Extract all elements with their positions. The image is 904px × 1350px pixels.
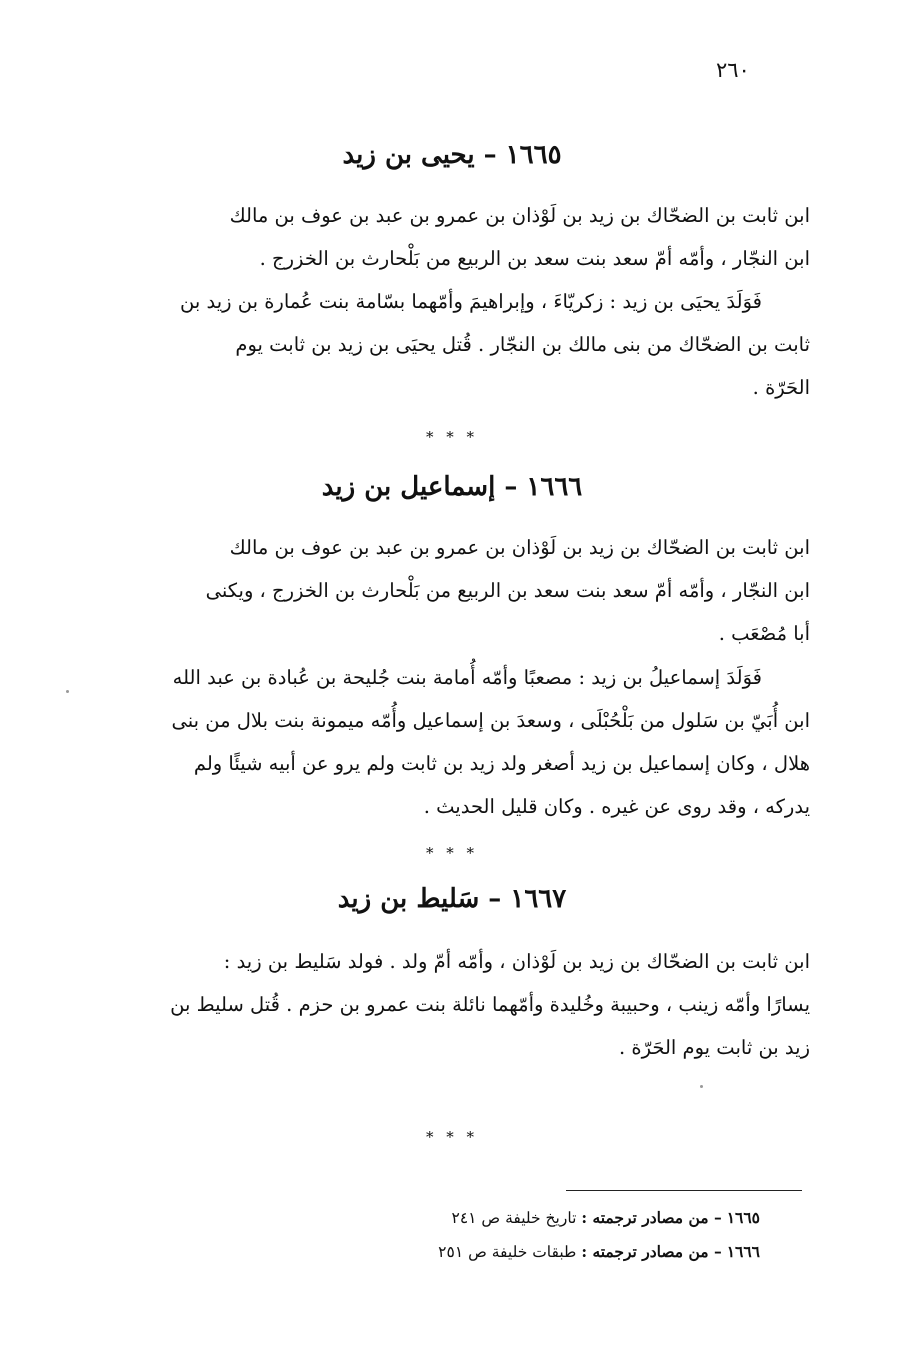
text-line: ابن ثابت بن الضحّاك بن زيد بن لَوْذان بن عمرو بن عبد بن عوف بن مالك <box>229 204 810 227</box>
footnote-1666 <box>300 1242 760 1261</box>
footnote-number: ١٦٦٦ <box>726 1242 760 1261</box>
page-number: ٢٦٠ <box>716 58 750 82</box>
text-line: ثابت بن الضحّاك من بنى مالك بن النجّار . قُتل يحيَى بن زيد بن ثابت يوم <box>235 333 810 356</box>
scan-speck <box>700 1085 703 1088</box>
text-line: ابن أُبَيّ بن سَلول من بَلْحُبْلَى ، وسعدَ بن إسماعيل وأُمّه ميمونة بنت بلال من بنى <box>171 709 810 732</box>
entry-1666-paragraph-1 <box>104 526 810 655</box>
footnote-number: ١٦٦٥ <box>726 1208 760 1227</box>
section-separator: * * * <box>425 1128 479 1146</box>
section-separator: * * * <box>425 428 479 446</box>
entry-title-1666: ١٦٦٦ – إسماعيل بن زيد <box>321 472 583 502</box>
footnote-1665 <box>300 1208 760 1227</box>
text-line: ابن ثابت بن الضحّاك بن زيد بن لَوْذان ، وأمّه أمّ ولد . فولد سَليط بن زيد : <box>223 950 810 973</box>
text-line: ابن ثابت بن الضحّاك بن زيد بن لَوْذان بن عمرو بن عبد بن عوف بن مالك <box>229 536 810 559</box>
section-separator: * * * <box>425 844 479 862</box>
text-line: هلال ، وكان إسماعيل بن زيد أصغر ولد زيد بن ثابت ولم يرو عن أبيه شيئًا ولم <box>193 752 810 775</box>
footnote-source: طبقات خليفة ص ٢٥١ <box>438 1243 577 1261</box>
footnote-source: تاريخ خليفة ص ٢٤١ <box>451 1209 577 1227</box>
text-line: ابن النجّار ، وأمّه أمّ سعد بنت سعد بن الربيع من بَلْحارث بن الخزرج ، ويكنى <box>205 579 810 602</box>
footnote-label: – من مصادر ترجمته : <box>581 1208 722 1227</box>
entry-1666-paragraph-2 <box>104 656 810 828</box>
entry-1665-paragraph-1 <box>104 194 810 280</box>
text-line: يدركه ، وقد روى عن غيره . وكان قليل الحديث . <box>423 795 810 818</box>
text-line: أبا مُصْعَب . <box>718 622 810 645</box>
footnote-divider <box>566 1190 802 1191</box>
footnote-label: – من مصادر ترجمته : <box>581 1242 722 1261</box>
text-line: فَوَلَدَ يحيَى بن زيد : زكريّاءَ ، وإبراهيمَ وأمّهما بسّامة بنت عُمارة بن زيد بن <box>179 290 762 313</box>
entry-1667-paragraph-1 <box>104 940 810 1069</box>
text-line: يسارًا وأمّه زينب ، وحبيبة وخُليدة وأمّهما نائلة بنت عمرو بن حزم . قُتل سليط بن <box>170 993 810 1016</box>
text-line: الحَرّة . <box>752 376 810 399</box>
text-line: ابن النجّار ، وأمّه أمّ سعد بنت سعد بن الربيع من بَلْحارث بن الخزرج . <box>259 247 810 270</box>
entry-title-1667: ١٦٦٧ – سَليط بن زيد <box>337 884 567 914</box>
text-line: زيد بن ثابت يوم الحَرّة . <box>619 1036 810 1059</box>
entry-1665-paragraph-2 <box>104 280 810 409</box>
scan-speck <box>66 690 69 693</box>
text-line: فَوَلَدَ إسماعيلُ بن زيد : مصعبًا وأمّه أُمامة بنت جُليحة بن عُبادة بن عبد الله <box>172 666 762 689</box>
entry-title-1665: ١٦٦٥ – يحيى بن زيد <box>342 140 562 170</box>
